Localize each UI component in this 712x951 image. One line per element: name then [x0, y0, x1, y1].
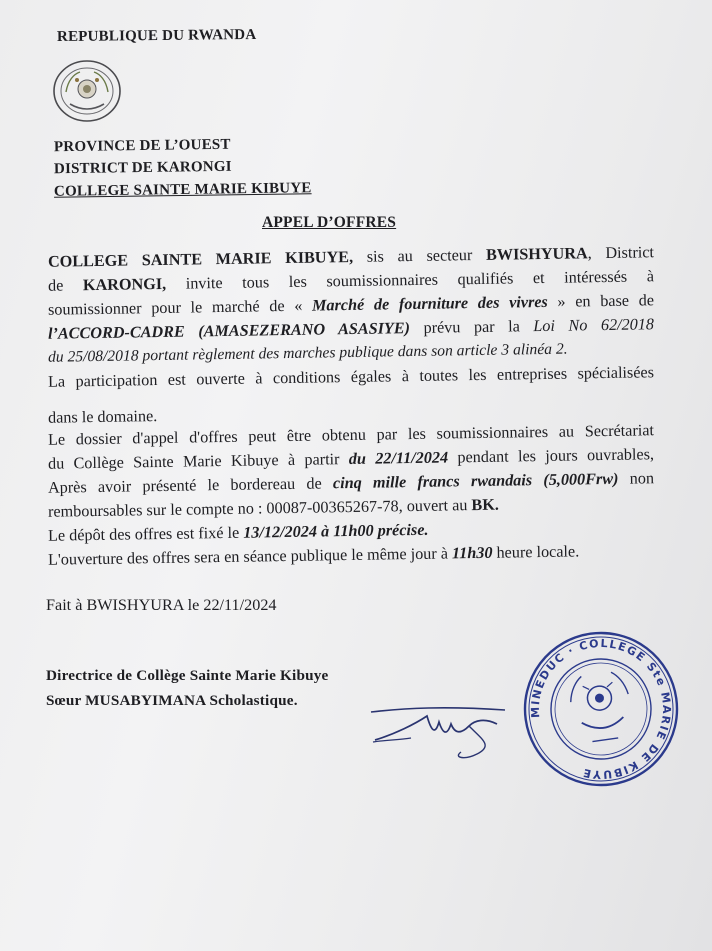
law-reference: Loi No 62/2018 — [533, 315, 655, 336]
place-date: Fait à BWISHYURA le 22/11/2024 — [46, 596, 277, 614]
framework-agreement: l’ACCORD-CADRE (AMASEZERANO ASASIYE) — [47, 319, 411, 343]
opening-time: 11h30 — [451, 543, 493, 563]
district-header: DISTRICT DE KARONGI — [53, 158, 232, 178]
p1-line-2 — [48, 267, 654, 296]
market-name: Marché de fourniture des vivres — [311, 292, 548, 315]
p1-line-4 — [48, 315, 654, 344]
rwanda-coat-of-arms-icon — [52, 58, 122, 124]
p1-text: sis au secteur — [352, 245, 487, 266]
p1-text: , District — [587, 243, 655, 263]
account-info: remboursables sur le compte no : 00087-00365267-78, ouvert au — [47, 496, 472, 521]
district-name: KARONGI, — [82, 274, 167, 295]
p1-text: de — [47, 276, 84, 295]
p3-line-2 — [48, 445, 654, 474]
republic-header: REPUBLIQUE DU RWANDA — [56, 26, 257, 46]
signatory-role: Directrice de Collège Sainte Marie Kibuye — [46, 667, 329, 684]
p3-line-3 — [48, 469, 654, 498]
p2-line-2: dans le domaine. — [47, 407, 158, 427]
deposit-deadline: 13/12/2024 à 11h00 précise. — [243, 520, 429, 542]
p3-text: du Collège Sainte Marie Kibuye à partir — [47, 450, 349, 473]
p2-line-1: La participation est ouverte à conditions égales à toutes les entreprises spécialisées — [47, 363, 655, 391]
handwritten-signature — [365, 700, 540, 770]
p3-line-1: Le dossier d'appel d'offres peut être obtenu par les soumissionnaires au Secrétariat — [47, 421, 655, 449]
opening-line — [48, 541, 654, 570]
p1-line-1 — [48, 243, 654, 272]
p1-text: » en base de — [547, 291, 655, 311]
sector-name: BWISHYURA — [485, 244, 588, 264]
college-stamp — [520, 628, 682, 790]
bank-name: BK. — [471, 495, 500, 515]
signatory-name: Sœur MUSABYIMANA Scholastique. — [46, 692, 298, 709]
stamp-ring-text: MINEDUC · COLLEGE Ste MARIE DE KIBUYE — [528, 636, 674, 782]
p3-text: pendant les jours ouvrables, — [447, 445, 655, 467]
availability-date: du 22/11/2024 — [348, 448, 449, 469]
p1-text: invite tous les soumissionnaires qualifiés et intéressés à — [165, 267, 655, 293]
p3-text: Après avoir présenté le bordereau de — [47, 474, 334, 497]
opening-text: L'ouverture des offres sera en séance publique le même jour à — [47, 544, 453, 569]
fee-amount: cinq mille francs rwandais (5,000Frw) — [332, 469, 619, 493]
opening-text: heure locale. — [492, 542, 580, 562]
college-name-text: COLLEGE SAINTE MARIE KIBUYE, — [47, 247, 354, 271]
deposit-line — [48, 517, 654, 546]
p1-text: soumissionner pour le marché de « — [47, 296, 313, 319]
p1-text: prévu par la — [409, 317, 534, 338]
college-header: COLLEGE SAINTE MARIE KIBUYE — [53, 180, 312, 200]
p3-text: non — [618, 469, 655, 488]
p1-line-5: du 25/08/2018 portant règlement des marches publique dans son article 3 alinéa 2. — [47, 340, 568, 366]
document-title: APPEL D’OFFRES — [262, 214, 397, 231]
province-header: PROVINCE DE L’OUEST — [53, 136, 231, 156]
deposit-text: Le dépôt des offres est fixé le — [47, 523, 244, 545]
p1-line-3 — [48, 291, 654, 320]
p3-line-4 — [48, 493, 654, 522]
